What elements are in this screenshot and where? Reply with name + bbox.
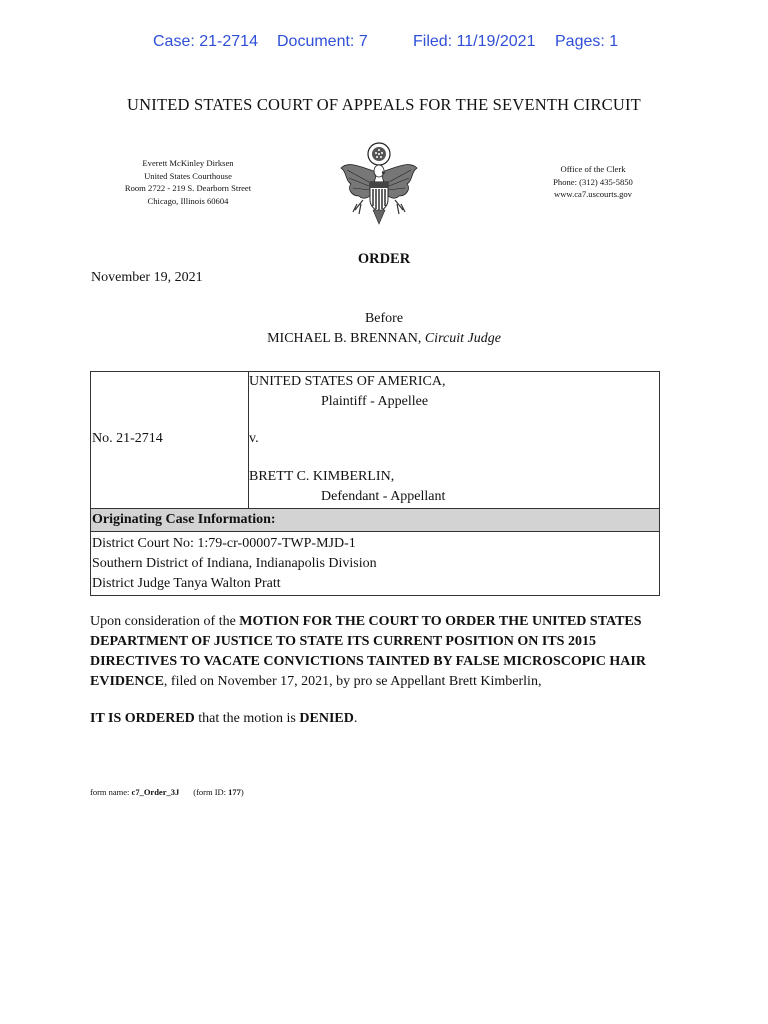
address-line: Everett McKinley Dirksen — [142, 158, 234, 168]
clerk-office: Office of the Clerk — [560, 164, 626, 174]
judge-line — [0, 331, 768, 347]
ruling-period: . — [353, 711, 358, 726]
district-name: Southern District of Indiana, Indianapolis Division — [92, 556, 377, 571]
caption-row — [91, 372, 659, 509]
filed-text: , filed on November 17, 2021, by pro se Appellant Brett Kimberlin, — [163, 674, 542, 689]
address-line: Chicago, Illinois 60604 — [147, 195, 229, 206]
form-id-label: (form ID: — [193, 787, 229, 797]
document-number-header: Document: 7 — [277, 33, 368, 50]
order-ruling — [90, 711, 357, 727]
defendant-name: BRETT C. KIMBERLIN, — [249, 469, 395, 484]
body-intro: Upon consideration of the — [90, 614, 240, 629]
order-body-paragraph — [90, 612, 680, 692]
address-line: United States Courthouse — [144, 170, 232, 181]
clerk-contact — [518, 163, 668, 201]
court-name: UNITED STATES COURT OF APPEALS FOR THE SEVENTH CIRCUIT — [127, 95, 641, 114]
form-id-value: 177 — [228, 787, 241, 797]
motion-title: MOTION FOR THE COURT TO ORDER THE UNITED STATES DEPARTMENT OF JUSTICE TO STATE ITS CURRENT POSITION ON ITS 2015 DIRECTIVES TO VACATE CONVICTIONS TAINTED BY FALSE MICROSCOPIC HAIR EVIDENCE — [90, 614, 646, 689]
district-judge: District Judge Tanya Walton Pratt — [92, 576, 281, 591]
form-footer — [90, 787, 244, 797]
form-id-close: ) — [240, 787, 244, 797]
judge-name: MICHAEL B. BRENNAN, — [267, 331, 422, 346]
form-name-value: c7_Order_3J — [131, 787, 180, 797]
order-date: November 19, 2021 — [91, 270, 203, 285]
ruling-denied: DENIED — [299, 711, 354, 726]
courthouse-address — [108, 157, 268, 207]
plaintiff-name: UNITED STATES OF AMERICA, — [249, 374, 446, 389]
form-name-label: form name: — [90, 787, 132, 797]
versus: v. — [249, 431, 259, 446]
originating-case-info — [91, 532, 659, 595]
originating-case-header: Originating Case Information: — [91, 509, 659, 532]
plaintiff-role: Plaintiff - Appellee — [321, 394, 429, 409]
filed-date-header: Filed: 11/19/2021 — [413, 33, 536, 50]
before-label: Before — [364, 311, 404, 326]
defendant-role: Defendant - Appellant — [321, 489, 446, 504]
case-caption-table — [90, 371, 660, 596]
district-court-number: District Court No: 1:79-cr-00007-TWP-MJD-1 — [92, 536, 356, 551]
judge-title: Circuit Judge — [424, 331, 501, 346]
case-number-header: Case: 21-2714 — [153, 33, 258, 50]
order-title: ORDER — [357, 251, 411, 267]
case-number: No. 21-2714 — [92, 431, 163, 446]
eagle-seal-icon — [333, 138, 425, 230]
clerk-phone: Phone: (312) 435-5850 — [553, 176, 633, 187]
address-line: Room 2722 - 219 S. Dearborn Street — [124, 183, 252, 193]
ordered-label: IT IS ORDERED — [90, 711, 195, 726]
pages-header: Pages: 1 — [555, 33, 619, 50]
clerk-website: www.ca7.uscourts.gov — [554, 189, 632, 199]
ordered-text: that the motion is — [194, 711, 300, 726]
